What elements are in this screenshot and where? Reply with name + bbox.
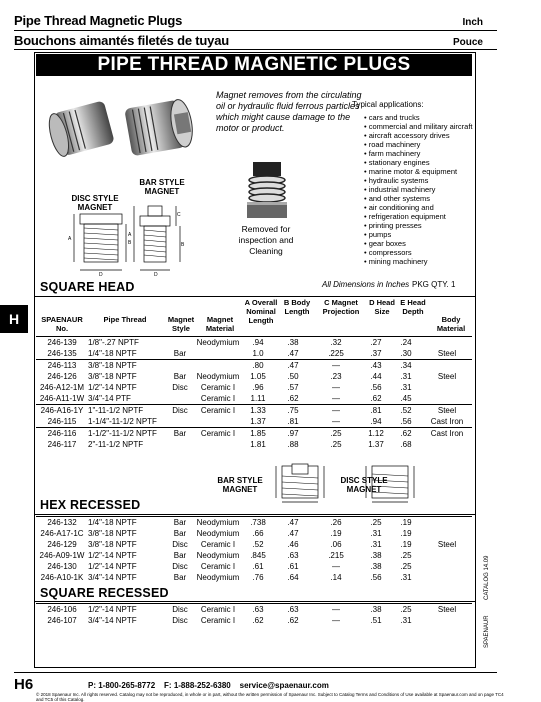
table-cell <box>422 550 472 561</box>
table-cell: .56 <box>400 417 412 426</box>
table-cell <box>196 416 240 428</box>
table-row[interactable] <box>36 428 472 440</box>
table-cell: .27 <box>362 337 390 349</box>
dimension-diagram <box>62 196 202 278</box>
page-number: H6 <box>14 676 34 693</box>
svg-text:B: B <box>181 242 185 248</box>
applications-list <box>364 113 473 266</box>
table-cell: .37 <box>370 349 382 358</box>
section-title-square-recessed: SQUARE RECESSED <box>40 586 169 600</box>
package-quantity: PKG QTY. 1 <box>412 280 456 289</box>
table-cell: .25 <box>362 517 390 529</box>
table-cell: Bar <box>173 349 187 358</box>
table-cell: .76 <box>252 573 264 582</box>
fax-number: F: 1-888-252-6380 <box>164 681 231 690</box>
table-row[interactable] <box>36 550 472 561</box>
table-cell: 2"-11-1/2 NPTF <box>88 440 144 449</box>
table-cell: Disc <box>172 540 188 549</box>
table-cell: .47 <box>276 517 310 529</box>
application-item: • farm machinery <box>364 149 473 158</box>
col-pipe: Pipe Thread <box>103 315 147 324</box>
bar-style-caption-2: BAR STYLE MAGNET <box>217 476 263 494</box>
table-cell: Disc <box>164 405 196 417</box>
application-item: • compressors <box>364 248 473 257</box>
application-item: • commercial and military aircraft <box>364 122 473 131</box>
svg-text:C: C <box>177 212 181 218</box>
table-cell: .62 <box>252 616 264 625</box>
bar-style-caption: BAR STYLE MAGNET <box>139 178 185 196</box>
svg-text:B: B <box>128 240 132 246</box>
table-cell: 246-129 <box>47 540 77 549</box>
table-cell: 246-116 <box>36 428 88 440</box>
table-cell: 246-126 <box>47 372 77 381</box>
table-cell <box>422 517 472 529</box>
header-rule <box>14 30 497 31</box>
table-cell: .46 <box>287 540 299 549</box>
application-item: • road machinery <box>364 140 473 149</box>
section-rule-2 <box>34 514 476 515</box>
table-row[interactable] <box>36 393 472 405</box>
square-recessed-table <box>36 603 472 626</box>
catalog-side-label: CATALOG 14.09 <box>484 555 490 600</box>
col-b: B Body Length <box>283 298 311 316</box>
table-cell: .81 <box>287 417 299 426</box>
table-cell: .64 <box>287 573 299 582</box>
table-row[interactable] <box>36 382 472 393</box>
table-cell: 1-1/2"-11-1/2 NPTF <box>88 428 164 440</box>
table-cell: Steel <box>422 604 472 616</box>
table-row[interactable] <box>36 604 472 616</box>
table-cell: 246-106 <box>36 604 88 616</box>
phone-number[interactable]: P: 1-800-265-8772 <box>88 681 156 690</box>
table-cell: Bar <box>173 551 187 560</box>
col-e: E Head Depth <box>400 298 426 316</box>
table-cell: .62 <box>370 394 382 403</box>
table-cell: 1.11 <box>250 394 266 403</box>
table-cell <box>422 439 472 450</box>
table-cell: .63 <box>276 604 310 616</box>
table-cell: .25 <box>310 428 362 440</box>
table-cell: .31 <box>400 372 412 381</box>
table-cell: .19 <box>390 517 422 529</box>
table-cell: 3/8"-18 NPTF <box>88 360 164 372</box>
table-cell <box>422 360 472 372</box>
application-item: • hydraulic systems <box>364 176 473 185</box>
table-cell: .66 <box>252 529 264 538</box>
table-cell: 1.37 <box>368 440 384 449</box>
table-cell: Disc <box>164 604 196 616</box>
table-cell: — <box>310 405 362 417</box>
table-cell: .215 <box>328 551 344 560</box>
table-cell: 1.37 <box>250 417 266 426</box>
table-row[interactable] <box>36 405 472 417</box>
table-cell: — <box>332 417 340 426</box>
table-cell: .97 <box>276 428 310 440</box>
table-cell: 246-115 <box>47 417 77 426</box>
table-cell: 1/2"-14 NPTF <box>88 383 137 392</box>
table-cell: Ceramic I <box>200 540 236 549</box>
table-cell: .38 <box>362 604 390 616</box>
table-cell: .845 <box>250 551 266 560</box>
col-c: C Magnet Projection <box>322 298 360 316</box>
svg-text:A: A <box>128 232 132 238</box>
table-cell: 1-1/4"-11-1/2 NPTF <box>88 417 157 426</box>
table-cell: .62 <box>390 428 422 440</box>
table-cell: Disc <box>172 562 188 571</box>
svg-text:A: A <box>68 236 72 242</box>
table-cell: Ceramic I <box>196 428 240 440</box>
table-cell: .23 <box>330 372 342 381</box>
table-cell: .56 <box>370 383 382 392</box>
table-cell: 1/4"-18 NPTF <box>88 517 164 529</box>
table-row[interactable] <box>36 539 472 550</box>
table-row[interactable] <box>36 337 472 349</box>
table-cell: Neodymium <box>196 573 240 582</box>
table-cell <box>422 382 472 393</box>
removed-caption: Removed for inspection and Cleaning <box>238 224 294 256</box>
table-cell: 246-107 <box>47 616 77 625</box>
application-item: • refrigeration equipment <box>364 212 473 221</box>
table-cell: .62 <box>287 394 299 403</box>
table-cell: Ceramic I <box>200 562 236 571</box>
table-cell: Neodymium <box>196 338 240 347</box>
col-part: SPAENAUR No. <box>41 315 83 333</box>
table-cell: .63 <box>240 604 276 616</box>
dimensions-note: All Dimensions in Inches <box>322 280 410 289</box>
table-cell: .57 <box>287 383 299 392</box>
section-rule-3 <box>34 601 476 602</box>
table-row[interactable] <box>36 615 472 626</box>
table-cell: .88 <box>287 440 299 449</box>
table-cell: 1/8"-.27 NPTF <box>88 337 164 349</box>
footer-rule <box>14 672 497 673</box>
disc-style-caption: DISC STYLE MAGNET <box>71 194 119 212</box>
table-cell: .61 <box>287 562 299 571</box>
table-cell: .25 <box>400 551 412 560</box>
table-cell: .94 <box>370 417 382 426</box>
table-cell: 246-A09-1W <box>39 551 85 560</box>
table-cell: Neodymium <box>196 529 240 538</box>
table-cell: Neodymium <box>196 551 240 560</box>
table-row[interactable] <box>36 360 472 372</box>
table-cell: .51 <box>370 616 382 625</box>
col-d: D Head Size <box>369 298 395 316</box>
table-cell: Bar <box>164 428 196 440</box>
table-cell: Steel <box>422 405 472 417</box>
unit-label: Inch <box>462 17 483 28</box>
table-cell: 1"-11-1/2 NPTF <box>88 405 164 417</box>
table-cell <box>422 615 472 626</box>
table-cell: — <box>310 604 362 616</box>
product-description: Magnet removes from the circulating oil or hydraulic fluid ferrous particles which might cause damage to the motor or product. <box>216 90 362 133</box>
table-cell: .56 <box>370 573 382 582</box>
svg-text:D: D <box>99 272 103 278</box>
table-cell: .225 <box>328 349 344 358</box>
table-cell: Bar <box>164 517 196 529</box>
page-title-fr: Bouchons aimantés filetés de tuyau <box>14 33 229 48</box>
table-cell: .52 <box>390 405 422 417</box>
table-cell: .45 <box>400 394 412 403</box>
table-row[interactable] <box>36 371 472 382</box>
table-cell: .24 <box>390 337 422 349</box>
square-head-table <box>36 336 472 450</box>
table-cell: .47 <box>287 349 299 358</box>
table-cell: .31 <box>370 540 382 549</box>
table-cell: 1.0 <box>252 349 264 358</box>
table-row[interactable] <box>36 528 472 539</box>
page-title: Pipe Thread Magnetic Plugs <box>14 13 183 28</box>
application-item: • industrial machinery <box>364 185 473 194</box>
section-rule <box>34 296 476 297</box>
table-cell: .62 <box>287 616 299 625</box>
table-cell: .68 <box>400 440 412 449</box>
application-item: • gear boxes <box>364 239 473 248</box>
table-cell: 246-135 <box>47 349 77 358</box>
table-cell: 246-A17-1C <box>40 529 84 538</box>
col-magnet-style: Magnet Style <box>167 315 195 333</box>
table-row[interactable] <box>36 561 472 572</box>
table-cell: .19 <box>400 540 412 549</box>
table-cell: — <box>332 394 340 403</box>
application-item: • aircraft accessory drives <box>364 131 473 140</box>
table-cell: .50 <box>287 372 299 381</box>
plugs-photo <box>40 88 200 168</box>
table-cell <box>164 360 196 372</box>
table-cell: .38 <box>370 562 382 571</box>
applications-title: Typical applications: <box>352 100 424 109</box>
svg-text:D: D <box>154 272 158 278</box>
table-cell: — <box>310 360 362 372</box>
removed-plug-image <box>243 160 291 222</box>
table-cell: .47 <box>276 360 310 372</box>
email-link[interactable]: service@spaenaur.com <box>239 681 329 690</box>
table-cell: Ceramic I <box>196 405 240 417</box>
table-cell <box>422 561 472 572</box>
table-cell <box>422 337 472 349</box>
disc-style-caption-2: DISC STYLE MAGNET <box>340 476 388 494</box>
table-cell: Bar <box>173 529 187 538</box>
unit-label-fr: Pouce <box>452 37 483 48</box>
table-cell: 246-139 <box>36 337 88 349</box>
table-cell: — <box>332 562 340 571</box>
table-cell: 1/2"-14 NPTF <box>88 562 137 571</box>
table-cell: 1.05 <box>250 372 266 381</box>
application-item: • air conditioning and <box>364 203 473 212</box>
table-row[interactable] <box>36 348 472 360</box>
table-row[interactable] <box>36 517 472 529</box>
table-cell: .25 <box>400 562 412 571</box>
table-cell: 3/4"-14 NPTF <box>88 573 137 582</box>
header-rule-2 <box>14 49 497 50</box>
brand-side-label: SPAENAUR <box>484 615 490 648</box>
table-cell: .43 <box>362 360 390 372</box>
table-cell: 1.81 <box>250 440 266 449</box>
table-cell: Steel <box>437 540 457 549</box>
table-cell: .81 <box>362 405 390 417</box>
table-cell <box>164 416 196 428</box>
col-body-material: Body Material <box>436 315 466 333</box>
table-cell: .38 <box>370 551 382 560</box>
application-item: • and other systems <box>364 194 473 203</box>
table-cell: .32 <box>310 337 362 349</box>
table-cell: Cast Iron <box>422 428 472 440</box>
table-cell <box>164 439 196 450</box>
footer-fine-print: © 2018 Spaenaur Inc. All rights reserved. Catalog may not be reproduced, in whole or in part, without the written permission of Spaenaur Inc. Subject to Catalog Terms and Conditions of Use available at Spaenaur.com and on page TC4 and TC5 of this Catalog. <box>36 692 504 702</box>
table-cell: Disc <box>172 383 188 392</box>
footer-contact <box>88 681 329 690</box>
table-cell: Disc <box>172 616 188 625</box>
table-cell: .44 <box>370 372 382 381</box>
application-item: • printing presses <box>364 221 473 230</box>
table-cell: 246-A12-1M <box>39 383 85 392</box>
table-cell: .96 <box>252 383 264 392</box>
table-cell: .34 <box>390 360 422 372</box>
table-cell: .31 <box>400 573 412 582</box>
table-cell: .75 <box>276 405 310 417</box>
table-cell <box>164 393 196 405</box>
table-cell: .61 <box>252 562 264 571</box>
table-cell <box>196 360 240 372</box>
table-cell: .38 <box>276 337 310 349</box>
table-cell: Ceramic I <box>200 616 236 625</box>
table-cell <box>164 337 196 349</box>
table-cell: .30 <box>400 349 412 358</box>
table-row[interactable] <box>36 416 472 428</box>
col-magnet-material: Magnet Material <box>205 315 235 333</box>
table-cell: .94 <box>240 337 276 349</box>
table-cell <box>196 439 240 450</box>
table-cell: 246-A11-1W <box>39 394 85 403</box>
table-cell: 1.33 <box>240 405 276 417</box>
table-cell: Bar <box>173 573 187 582</box>
table-cell: — <box>332 383 340 392</box>
table-cell: 1.85 <box>240 428 276 440</box>
table-cell: .26 <box>310 517 362 529</box>
table-cell: 3/8"-18 NPTF <box>88 529 137 538</box>
application-item: • cars and trucks <box>364 113 473 122</box>
table-cell: Ceramic I <box>196 604 240 616</box>
table-cell: 3/4"-14 PTF <box>88 394 131 403</box>
table-row[interactable] <box>36 572 472 583</box>
table-cell: .31 <box>370 529 382 538</box>
table-cell: 246-132 <box>36 517 88 529</box>
table-cell: Bar <box>173 372 187 381</box>
table-cell: Neodymium <box>196 372 240 381</box>
table-cell <box>422 393 472 405</box>
table-cell: Steel <box>437 372 457 381</box>
table-cell: 1/2"-14 NPTF <box>88 604 164 616</box>
recessed-diagram <box>272 462 422 504</box>
table-cell: Steel <box>437 349 457 358</box>
col-a: A Overall Nominal Length <box>244 298 278 325</box>
table-cell: .80 <box>240 360 276 372</box>
table-cell: .25 <box>330 440 342 449</box>
table-cell: 246-130 <box>47 562 77 571</box>
table-cell: — <box>332 616 340 625</box>
section-title-hex-recessed: HEX RECESSED <box>40 498 141 512</box>
table-cell: 1/2"-14 NPTF <box>88 551 137 560</box>
table-cell: .31 <box>400 616 412 625</box>
table-cell: 246-117 <box>47 440 77 449</box>
table-cell: 1/4"-18 NPTF <box>88 349 137 358</box>
table-cell: 1.12 <box>362 428 390 440</box>
table-cell <box>422 528 472 539</box>
table-cell: Ceramic I <box>200 394 236 403</box>
table-cell: .06 <box>330 540 342 549</box>
table-cell: .738 <box>240 517 276 529</box>
section-title-square-head: SQUARE HEAD <box>40 280 135 294</box>
table-cell <box>196 348 240 360</box>
table-cell: .19 <box>330 529 342 538</box>
table-cell: 3/4"-14 NPTF <box>88 616 137 625</box>
table-cell: .19 <box>400 529 412 538</box>
application-item: • pumps <box>364 230 473 239</box>
table-cell: Ceramic I <box>200 383 236 392</box>
table-cell: Cast Iron <box>430 417 464 426</box>
table-cell: .25 <box>390 604 422 616</box>
banner-title: PIPE THREAD MAGNETIC PLUGS <box>97 54 411 75</box>
table-cell: 3/8"-18 NPTF <box>88 540 137 549</box>
table-cell: 246-A10-1K <box>40 573 84 582</box>
table-cell: Neodymium <box>196 518 240 527</box>
table-cell: 246-A16-1Y <box>36 405 88 417</box>
application-item: • stationary engines <box>364 158 473 167</box>
table-cell: .63 <box>287 551 299 560</box>
table-cell <box>422 572 472 583</box>
hex-recessed-table <box>36 516 472 583</box>
application-item: • marine motor & equipment <box>364 167 473 176</box>
table-cell: 3/8"-18 NPTF <box>88 372 137 381</box>
table-cell: .14 <box>330 573 342 582</box>
section-tab[interactable]: H <box>0 305 28 333</box>
table-row[interactable] <box>36 439 472 450</box>
application-item: • mining machinery <box>364 257 473 266</box>
table-cell: .52 <box>252 540 264 549</box>
table-cell: .31 <box>400 383 412 392</box>
table-cell: 246-113 <box>36 360 88 372</box>
table-cell: .47 <box>287 529 299 538</box>
